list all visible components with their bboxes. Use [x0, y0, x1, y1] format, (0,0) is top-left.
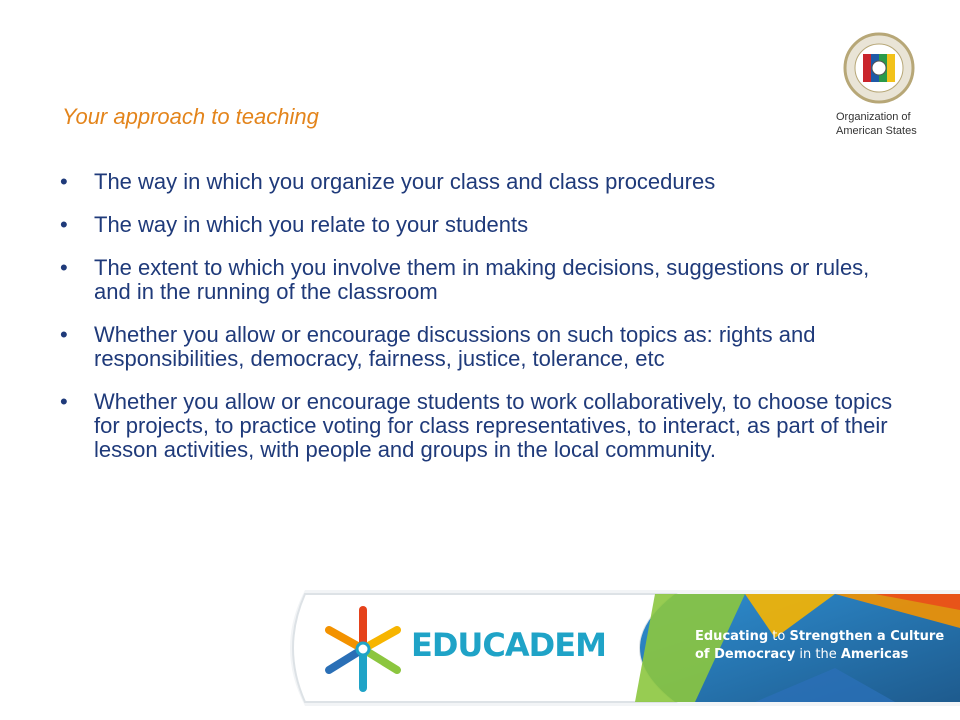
oas-name-line2: American States — [836, 125, 917, 137]
slide-title: Your approach to teaching — [62, 104, 319, 129]
tagline-part: in the — [795, 647, 841, 662]
tagline-part: Americas — [840, 647, 909, 662]
educadem-figure-icon — [323, 604, 403, 694]
tagline-part: Educating — [695, 629, 769, 644]
oas-name-line1: Organization of — [836, 111, 911, 123]
bullet-list — [60, 170, 910, 481]
bullet-item: • The way in which you relate to your students — [60, 213, 910, 237]
oas-seal-icon — [838, 30, 920, 106]
educadem-wordmark: EDUCADEM — [411, 626, 606, 664]
bullet-item: • The way in which you organize your class and class procedures — [60, 170, 910, 194]
oas-logo — [836, 30, 922, 138]
tagline-part: of Democracy — [695, 647, 796, 662]
tagline-part: Strengthen a Culture — [789, 629, 945, 644]
tagline-part: to — [768, 629, 790, 644]
bullet-item: • Whether you allow or encourage discussions on such topics as: rights and responsibilities, democracy, fairness, justice, tolerance, etc — [60, 323, 910, 371]
educadem-banner — [275, 588, 960, 708]
banner-tagline — [695, 628, 955, 664]
bullet-item: • The extent to which you involve them in making decisions, suggestions or rules, and in the running of the classroom — [60, 256, 910, 304]
bullet-item: • Whether you allow or encourage students to work collaboratively, to choose topics for projects, to practice voting for class representatives, to interact, as part of their lesson activities, with people and groups in the local community. — [60, 390, 910, 462]
